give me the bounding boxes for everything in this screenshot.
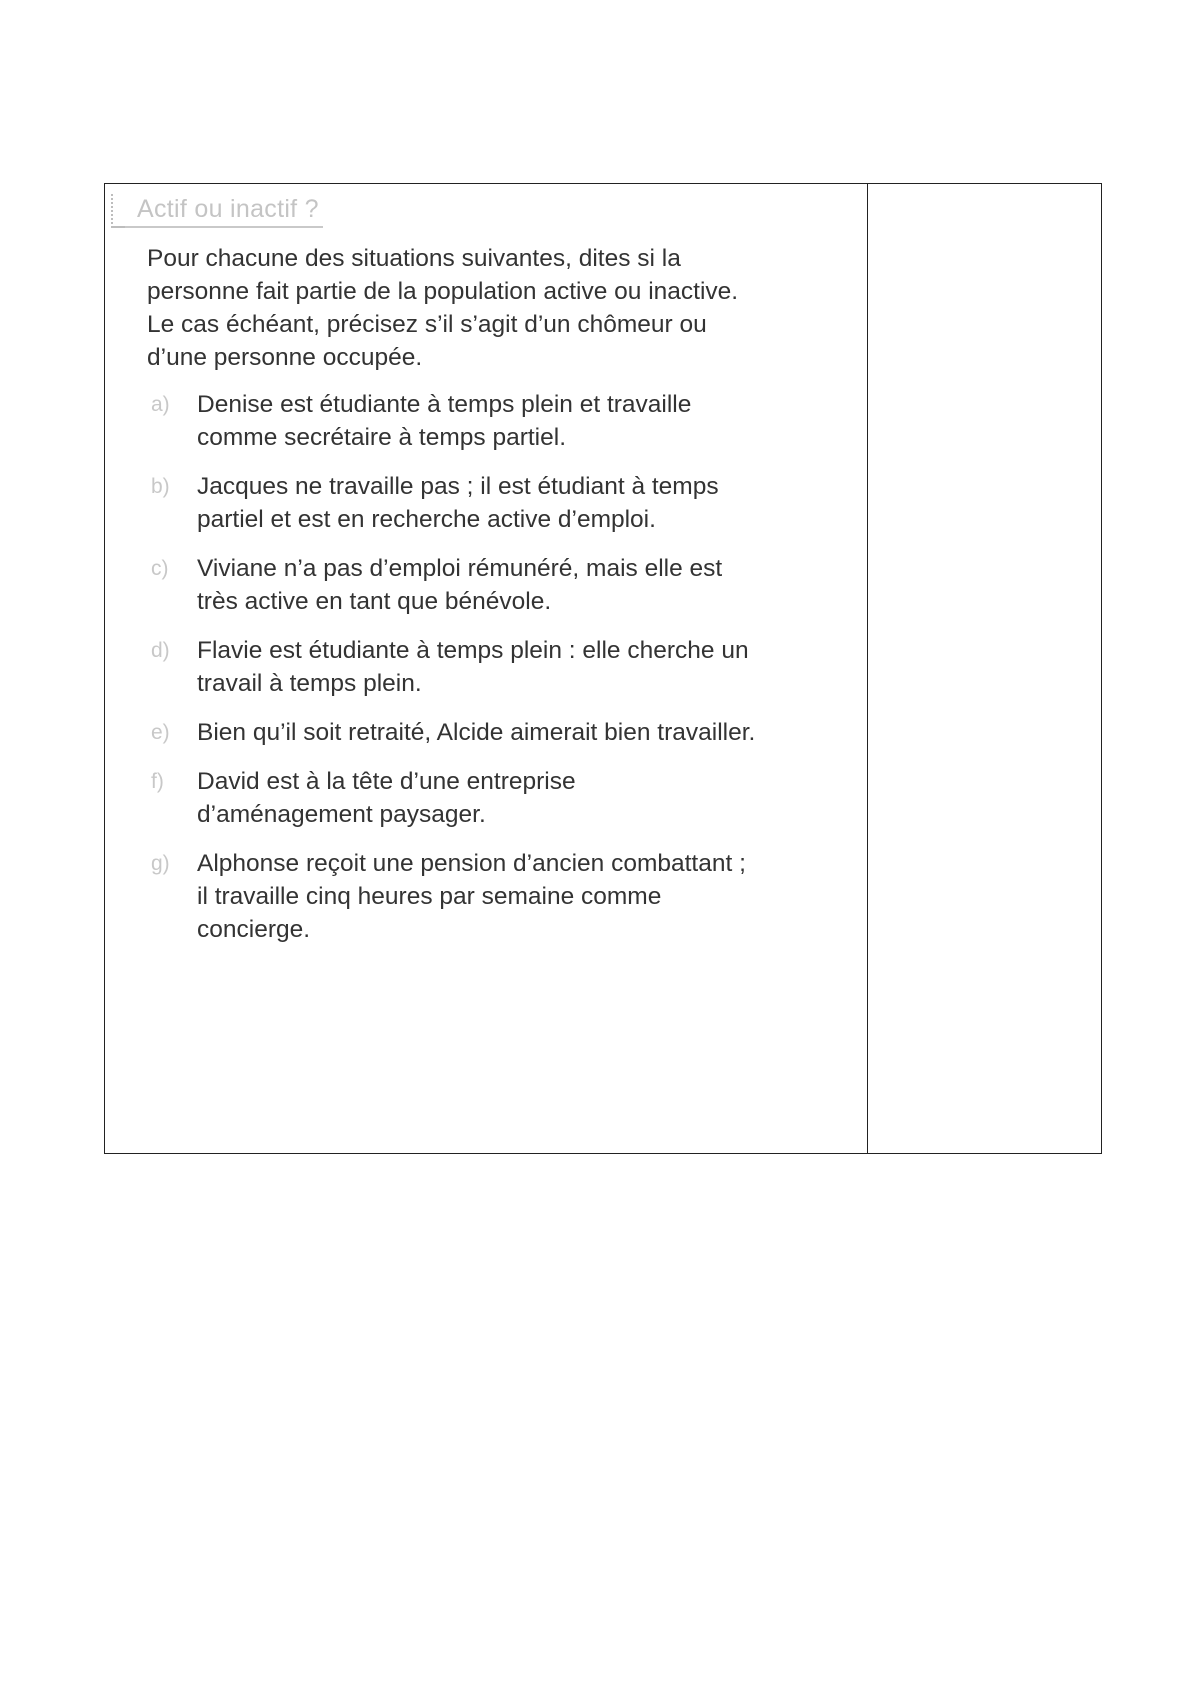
item-text: Flavie est étudiante à temps plein : elle cherche un travail à temps plein.	[197, 637, 749, 697]
situation-list	[147, 388, 787, 962]
exercise-instructions	[147, 242, 747, 374]
situation-item-f	[147, 765, 787, 831]
item-letter: d)	[151, 639, 170, 662]
column-divider	[867, 184, 868, 1153]
situation-item-a	[147, 388, 787, 454]
item-text: David est à la tête d’une entreprise d’aménagement paysager.	[197, 768, 576, 828]
title-bracket	[111, 194, 125, 228]
instructions-text: Pour chacune des situations suivantes, dites si la personne fait partie de la population active ou inactive. Le cas échéant, précisez s’il s’agit d’un chômeur ou d’une personne occupée.	[147, 245, 739, 371]
situation-item-d	[147, 634, 787, 700]
item-text: Jacques ne travaille pas ; il est étudiant à temps partiel et est en recherche active d’emploi.	[197, 473, 719, 533]
item-letter: c)	[151, 557, 169, 580]
situation-item-c	[147, 552, 787, 618]
situation-item-g	[147, 847, 787, 946]
item-text: Denise est étudiante à temps plein et travaille comme secrétaire à temps partiel.	[197, 391, 692, 451]
item-letter: a)	[151, 393, 170, 416]
item-letter: b)	[151, 475, 170, 498]
item-text: Bien qu’il soit retraité, Alcide aimerait bien travailler.	[197, 719, 756, 746]
exercise-table	[104, 183, 1102, 1154]
item-letter: g)	[151, 852, 170, 875]
item-letter: f)	[151, 770, 164, 793]
situation-item-e	[147, 716, 787, 749]
situation-item-b	[147, 470, 787, 536]
item-text: Alphonse reçoit une pension d’ancien combattant ; il travaille cinq heures par semaine comme concierge.	[197, 850, 746, 943]
exercise-title: Actif ou inactif ?	[125, 194, 323, 228]
exercise-title-block	[111, 192, 323, 228]
item-letter: e)	[151, 721, 170, 744]
item-text: Viviane n’a pas d’emploi rémunéré, mais elle est très active en tant que bénévole.	[197, 555, 723, 615]
